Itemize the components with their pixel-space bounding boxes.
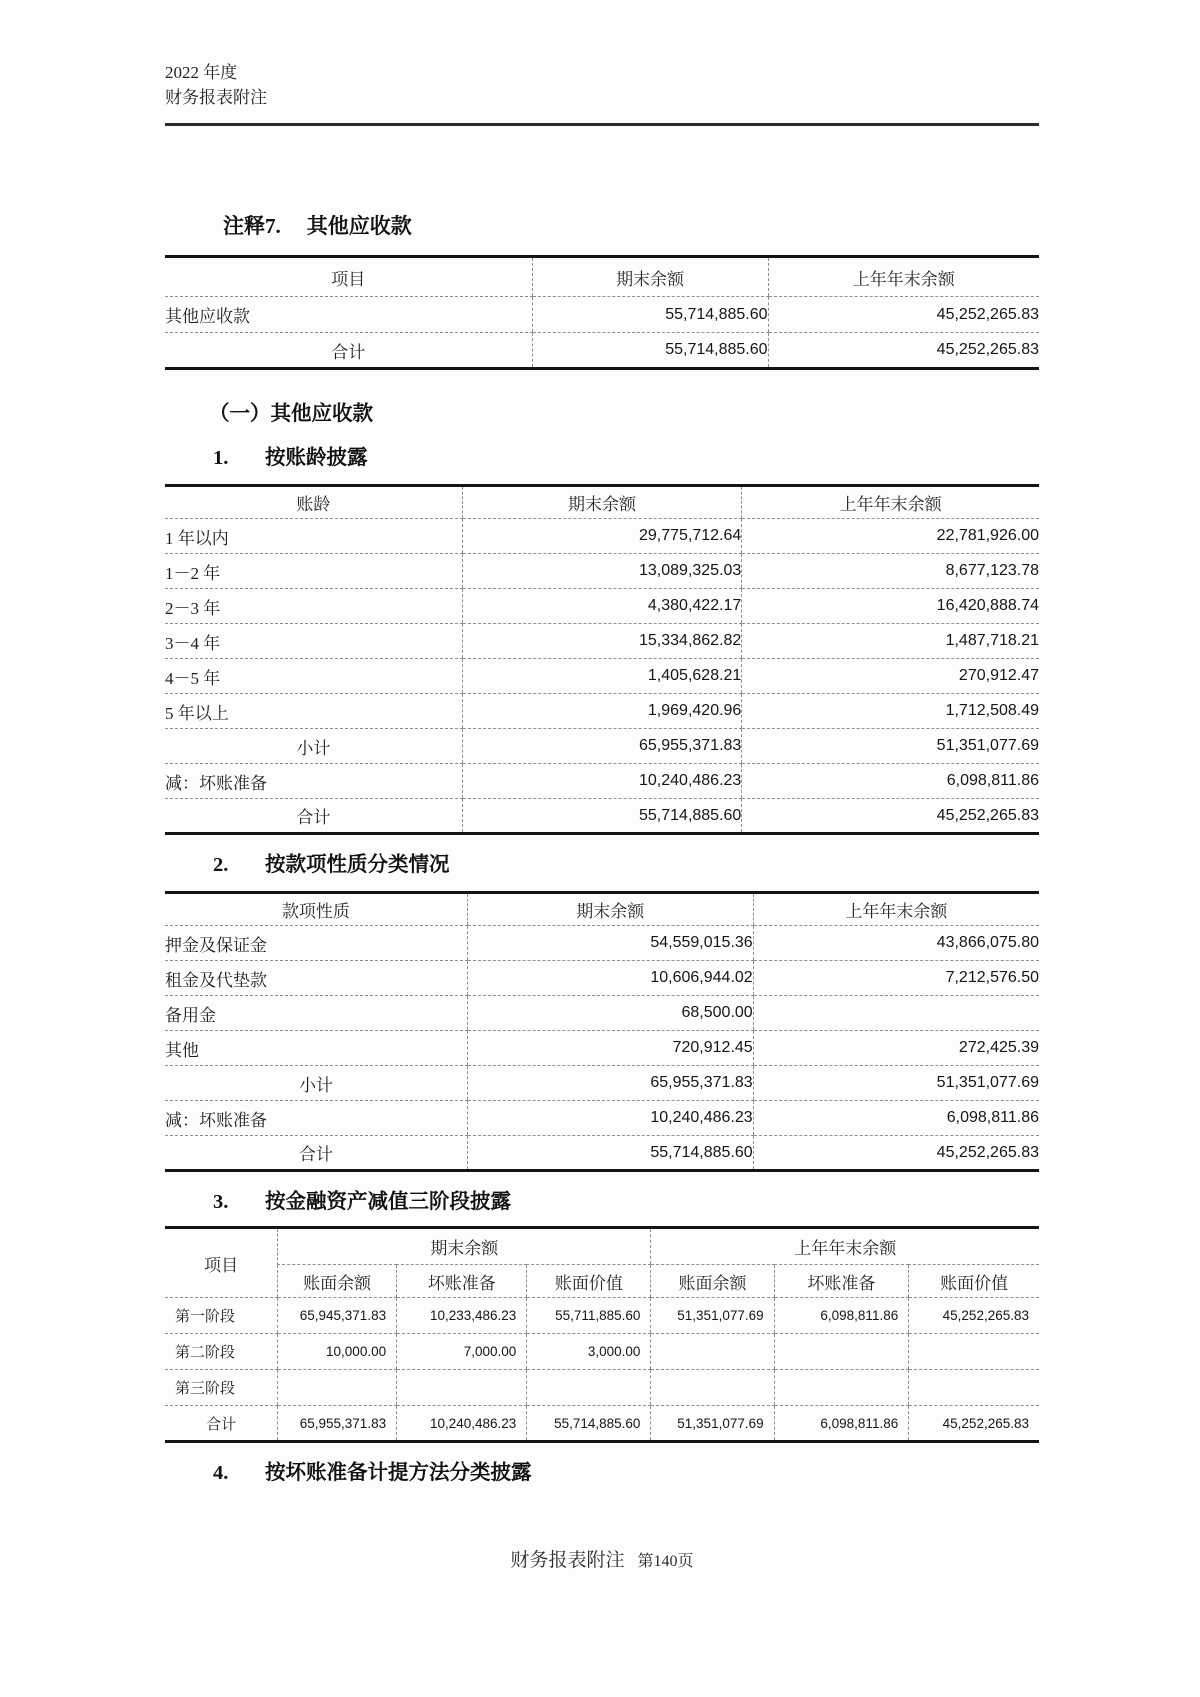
row-label: 1－2 年 [165,554,462,589]
col-header-aging: 账龄 [165,486,462,519]
table-row [165,764,1039,799]
table-row [165,659,1039,694]
cell-value [909,1370,1039,1406]
row-label: 3－4 年 [165,624,462,659]
prior-balance-value: 7,212,576.50 [753,961,1039,996]
prior-balance-value: 22,781,926.00 [742,519,1039,554]
heading-4 [165,1459,1039,1487]
table-row-total [165,799,1039,834]
table-row [165,1031,1039,1066]
table-row-total [165,333,1039,369]
cell-value [397,1370,527,1406]
prior-balance-value: 51,351,077.69 [742,729,1039,764]
cell-value: 3,000.00 [527,1334,651,1370]
row-label: 租金及代垫款 [165,961,467,996]
heading-1-number: 1. [213,447,229,469]
ending-balance-value: 13,089,325.03 [462,554,742,589]
table-row-total [165,1406,1039,1442]
row-label-total: 合计 [298,1145,333,1164]
footer-page-number: 第140页 [637,1553,694,1570]
table-row [165,996,1039,1031]
col-header-item: 项目 [165,257,532,297]
prior-balance-value: 270,912.47 [742,659,1039,694]
footer-doc-title: 财务报表附注 [510,1550,625,1571]
heading-2 [165,851,1039,879]
cell-value: 45,252,265.83 [909,1406,1039,1442]
ending-balance-value: 55,714,885.60 [532,333,768,369]
cell-value [278,1370,397,1406]
row-label: 4－5 年 [165,659,462,694]
heading-4-title: 按坏账准备计提方法分类披露 [265,1462,532,1484]
ending-balance-value: 1,405,628.21 [462,659,742,694]
heading-sub1: （一）其他应收款 [209,403,373,425]
row-label-subtotal: 小计 [165,729,462,764]
cell-value: 65,945,371.83 [278,1298,397,1334]
cell-value: 6,098,811.86 [774,1298,909,1334]
prior-balance-value: 272,425.39 [753,1031,1039,1066]
table-other-receivables-summary [165,255,1039,370]
table-row [165,589,1039,624]
row-label: 5 年以上 [165,694,462,729]
row-label: 其他 [165,1031,467,1066]
prior-balance-value: 6,098,811.86 [742,764,1039,799]
prior-balance-value: 6,098,811.86 [753,1101,1039,1136]
note-title [165,212,1039,240]
ending-balance-value: 29,775,712.64 [462,519,742,554]
row-label: 备用金 [165,996,467,1031]
ending-balance-value: 15,334,862.82 [462,624,742,659]
col-header-prior-balance: 上年年末余额 [742,486,1039,519]
cell-value [774,1370,909,1406]
row-label-total: 合计 [331,342,366,362]
cell-value: 55,711,885.60 [527,1298,651,1334]
ending-balance-value: 4,380,422.17 [462,589,742,624]
sub-header-book-value: 账面价值 [909,1265,1039,1298]
cell-value: 45,252,265.83 [909,1298,1039,1334]
page-header [165,0,1039,110]
header-doc-line: 财务报表附注 [165,88,267,107]
ending-balance-value: 10,606,944.02 [467,961,753,996]
table-header-row [165,257,1039,297]
row-label: 第一阶段 [165,1298,278,1334]
row-label: 2－3 年 [165,589,462,624]
heading-1 [165,444,1039,472]
cell-value [527,1370,651,1406]
cell-value: 10,240,486.23 [397,1406,527,1442]
row-label: 第二阶段 [165,1334,278,1370]
col-header-ending-balance: 期末余额 [532,257,768,297]
table-row [165,297,1039,333]
heading-3-title: 按金融资产减值三阶段披露 [265,1191,511,1213]
table-row [165,926,1039,961]
cell-value: 6,098,811.86 [774,1406,909,1442]
prior-balance-value [753,996,1039,1031]
row-label-total: 合计 [296,808,331,827]
cell-value [651,1370,774,1406]
col-header-nature: 款项性质 [165,893,467,926]
table-row-stage1 [165,1298,1039,1334]
prior-balance-value: 1,487,718.21 [742,624,1039,659]
sub-header-bad-debt-provision: 坏账准备 [397,1265,527,1298]
table-aging [165,484,1039,835]
heading-2-number: 2. [213,854,229,876]
cell-value: 7,000.00 [397,1334,527,1370]
col-header-prior-balance: 上年年末余额 [768,257,1039,297]
ending-balance-value: 65,955,371.83 [467,1066,753,1101]
row-label: 第三阶段 [165,1370,278,1406]
row-label: 其他应收款 [165,297,532,333]
table-impairment-stages [165,1226,1039,1443]
row-label: 减：坏账准备 [165,764,462,799]
heading-2-title: 按款项性质分类情况 [265,854,450,876]
cell-value [651,1334,774,1370]
heading-3-number: 3. [213,1191,229,1213]
col-header-ending-balance: 期末余额 [467,893,753,926]
sub-header-book-value: 账面价值 [527,1265,651,1298]
cell-value: 51,351,077.69 [651,1406,774,1442]
table-row [165,519,1039,554]
ending-balance-value: 55,714,885.60 [462,799,742,834]
row-label: 1 年以内 [165,519,462,554]
table-header-row [165,893,1039,926]
cell-value: 65,955,371.83 [278,1406,397,1442]
table-row-stage2 [165,1334,1039,1370]
row-label: 减：坏账准备 [165,1101,467,1136]
table-header-row [165,486,1039,519]
col-header-item: 项目 [165,1228,278,1298]
ending-balance-value: 55,714,885.60 [532,297,768,333]
table-header-sub-row [165,1265,1039,1298]
table-row-stage3 [165,1370,1039,1406]
sub-header-book-balance: 账面余额 [651,1265,774,1298]
ending-balance-value: 65,955,371.83 [462,729,742,764]
group-header-ending-balance: 期末余额 [278,1228,651,1265]
table-nature [165,891,1039,1172]
table-header-group-row [165,1228,1039,1265]
table-row-subtotal [165,729,1039,764]
ending-balance-value: 1,969,420.96 [462,694,742,729]
row-label-total: 合计 [206,1416,237,1433]
table-row [165,1101,1039,1136]
prior-balance-value: 45,252,265.83 [768,333,1039,369]
prior-balance-value: 45,252,265.83 [753,1136,1039,1171]
cell-value: 51,351,077.69 [651,1298,774,1334]
cell-value: 55,714,885.60 [527,1406,651,1442]
heading-3 [165,1188,1039,1216]
note-name: 其他应收款 [306,214,412,238]
sub-header-bad-debt-provision: 坏账准备 [774,1265,909,1298]
page-content [165,0,1039,1572]
prior-balance-value: 1,712,508.49 [742,694,1039,729]
row-label-subtotal: 小计 [165,1066,467,1101]
prior-balance-value: 45,252,265.83 [768,297,1039,333]
page-footer [165,1545,1039,1572]
ending-balance-value: 55,714,885.60 [467,1136,753,1171]
cell-value [774,1334,909,1370]
ending-balance-value: 10,240,486.23 [462,764,742,799]
ending-balance-value: 54,559,015.36 [467,926,753,961]
col-header-prior-balance: 上年年末余额 [753,893,1039,926]
prior-balance-value: 16,420,888.74 [742,589,1039,624]
prior-balance-value: 43,866,075.80 [753,926,1039,961]
table-row-total [165,1136,1039,1171]
table-row-subtotal [165,1066,1039,1101]
table-row [165,694,1039,729]
group-header-prior-balance: 上年年末余额 [651,1228,1039,1265]
cell-value: 10,000.00 [278,1334,397,1370]
header-rule [165,123,1039,126]
ending-balance-value: 68,500.00 [467,996,753,1031]
header-year-line: 2022 年度 [165,63,238,82]
col-header-ending-balance: 期末余额 [462,486,742,519]
ending-balance-value: 720,912.45 [467,1031,753,1066]
cell-value: 10,233,486.23 [397,1298,527,1334]
heading-4-number: 4. [213,1462,229,1484]
table-row [165,624,1039,659]
prior-balance-value: 45,252,265.83 [742,799,1039,834]
prior-balance-value: 8,677,123.78 [742,554,1039,589]
cell-value [909,1334,1039,1370]
sub-header-book-balance: 账面余额 [278,1265,397,1298]
row-label: 押金及保证金 [165,926,467,961]
table-row [165,554,1039,589]
heading-1-title: 按账龄披露 [265,447,368,469]
note-label: 注释7. [223,214,281,238]
prior-balance-value: 51,351,077.69 [753,1066,1039,1101]
table-row [165,961,1039,996]
ending-balance-value: 10,240,486.23 [467,1101,753,1136]
